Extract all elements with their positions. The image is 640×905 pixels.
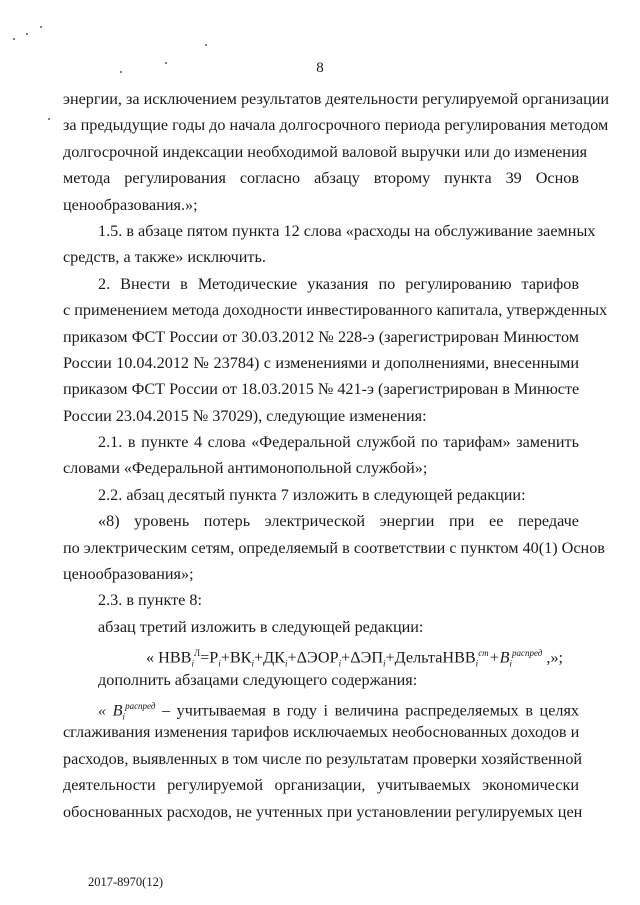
formula-sub: i [509,658,513,669]
text-line: по электрическим сетям, определяемый в соответствии с пунктом 40(1) Основ [63,538,605,557]
text-line: «8) уровень потерь электрической энергии при ее передаче [98,512,579,531]
text-line: абзац третий изложить в следующей редакции: [98,617,424,636]
page-number: 8 [316,60,324,76]
text-line: ценообразования»; [63,565,194,584]
scan-speck [13,38,15,40]
text-line: 2.3. в пункте 8: [98,591,202,610]
formula-term: =P [200,648,219,667]
text-line: 2.1. в пункте 4 слова «Федеральной службой по тарифам» заменить [98,433,579,452]
text-line: 2.2. абзац десятый пункта 7 изложить в следующей редакции: [98,485,526,504]
scan-speck [48,118,50,120]
formula-term: +ДК [253,648,285,667]
body-text [63,86,610,825]
text-line: средств, а также» исключить. [63,248,266,267]
text-line: 2. Внести в Методические указания по регулированию тарифов [98,274,579,293]
formula-sub: i [338,658,342,669]
document-footer-code: 2017-8970(12) [88,875,163,889]
text-line: – учитываемая в году i величина распределяемых в целях [155,701,580,720]
formula-sub: i [475,658,479,669]
formula-sup: Л [193,648,201,659]
formula-term: +B [488,648,510,667]
text-line: сглаживания изменения тарифов исключаемых необоснованных доходов и [63,723,580,742]
formula-sup: ст [478,648,489,659]
formula-line [63,640,579,669]
scan-speck [26,33,28,35]
formula-term: +ДельтаНВВ [385,648,476,667]
text-line: с применением метода доходности инвестированного капитала, утвержденных [63,301,608,320]
text-line: расходов, выявленных в том числе по результатам проверки хозяйственной [63,749,583,768]
symbol-sub: i [122,711,126,722]
text-line: обоснованных расходов, не учтенных при установлении регулируемых цен [63,802,583,821]
formula-nvv: НВВ [158,648,192,667]
formula-sub: i [383,658,386,669]
text-line: приказом ФСТ России от 18.03.2015 № 421-э (зарегистрирован в Минюсте [63,380,580,399]
formula-sup: распред [512,648,543,659]
text-line: деятельности регулируемой организации, учитываемых экономически [63,776,579,795]
text-line: России 23.04.2015 № 37029), следующие изменения: [63,406,427,425]
text-line: ценообразования.»; [63,195,198,214]
text-line: энергии, за исключением результатов деятельности регулируемой организации [63,90,610,108]
formula-open: « [146,648,159,667]
text-line: словами «Федеральной антимонопольной службой»; [63,459,428,478]
text-line: долгосрочной индексации необходимой валовой выручки или до изменения [63,142,588,161]
formula-close: ,»; [542,648,564,667]
formula-sub: i [218,658,221,669]
text-line: 1.5. в абзаце пятом пункта 12 слова «расходы на обслуживание заемных [98,221,596,240]
formula-sub: i [251,658,254,669]
symbol-sup: распред [125,700,156,711]
text-line: России 10.04.2012 № 23784) с изменениями и дополнениями, внесенными [63,353,579,372]
scan-speck [40,26,42,28]
text-line: за предыдущие годы до начала долгосрочного периода регулирования методом [63,116,609,135]
text-line-with-symbol [63,693,580,722]
formula-term: +ΔЭП [341,648,384,667]
formula-sub: i [284,658,288,669]
formula-term: +ΔЭОР [287,648,339,667]
text-line: дополнить абзацами следующего содержания: [98,670,418,689]
text-line: приказом ФСТ России от 30.03.2012 № 228-э (зарегистрирован Минюстом [63,327,579,346]
formula-term: +ВК [220,648,252,667]
formula-sub: i [191,658,194,669]
scan-speck [205,44,207,46]
text-line: метода регулирования согласно абзацу второму пункта 39 Основ [63,169,579,188]
symbol-B: « B [98,701,123,720]
